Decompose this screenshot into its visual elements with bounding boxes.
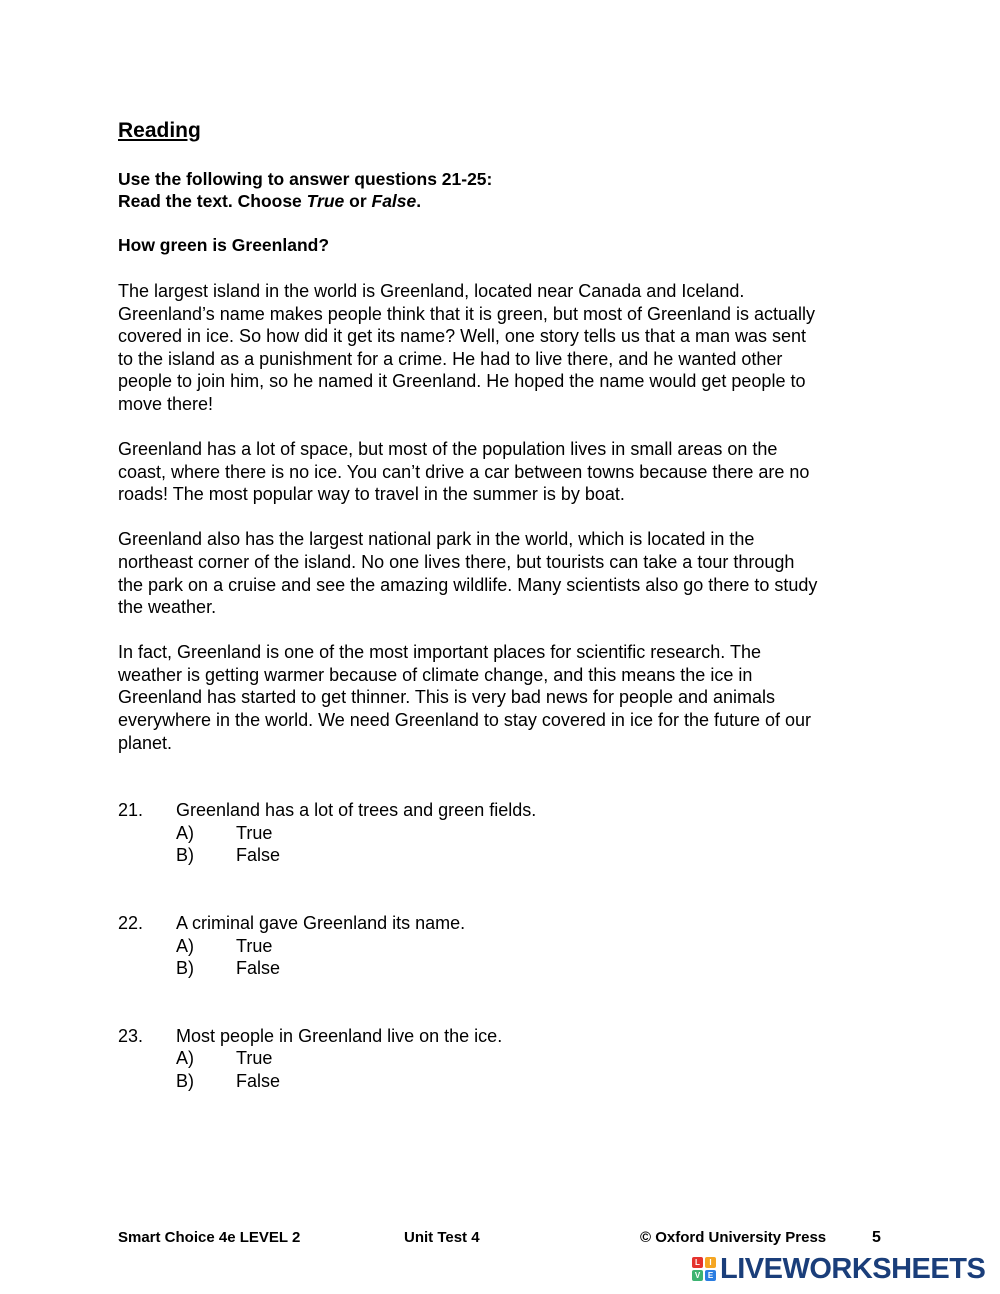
logo-tile: I [705,1257,716,1268]
true-word: True [306,191,345,211]
paragraph-line: northeast corner of the island. No one lives there, but tourists can take a tour through [118,551,795,572]
answer-option-false[interactable] [118,1070,888,1093]
paragraph-line: the park on a cruise and see the amazing wildlife. Many scientists also go there to study [118,574,818,595]
or-word: or [344,191,372,211]
paragraph-line: Greenland also has the largest national park in the world, which is located in the [118,529,755,550]
liveworksheets-watermark [692,1254,985,1284]
option-text: True [236,1048,273,1069]
question-item [118,799,888,867]
paragraph-line: move there! [118,393,214,414]
footer-unit: Unit Test 4 [404,1229,480,1246]
option-text: True [236,822,273,843]
story-paragraph [118,280,888,416]
answer-option-true[interactable] [118,935,888,958]
paragraph-line: The largest island in the world is Greenland, located near Canada and Iceland. [118,281,745,301]
question-list [118,799,888,1092]
question-row [118,1025,888,1048]
question-text: Greenland has a lot of trees and green fields. [176,800,537,821]
option-text: False [236,958,281,979]
paragraph-line: the weather. [118,597,217,618]
question-item [118,1025,888,1093]
option-text: False [236,845,281,866]
paragraph-line: Greenland’s name makes people think that it is green, but most of Greenland is actually [118,303,816,324]
footer-copyright: © Oxford University Press [640,1229,827,1246]
story-title: How green is Greenland? [118,235,330,255]
paragraph-line: Greenland has started to get thinner. This is very bad news for people and animals [118,687,776,708]
instructions-period: . [416,191,422,211]
paragraph-line: planet. [118,732,173,753]
logo-tile: V [692,1270,703,1281]
question-text: Most people in Greenland live on the ice. [176,1025,503,1046]
option-text: True [236,935,273,956]
footer-page-number: 5 [872,1229,881,1246]
paragraph-line: to the island as a punishment for a crime. He had to live there, and he wanted other [118,348,783,369]
option-text: False [236,1070,281,1091]
instructions [118,168,888,212]
paragraph-line: Greenland has a lot of space, but most of the population lives in small areas on the [118,439,778,460]
story-text [118,280,888,754]
question-text: A criminal gave Greenland its name. [176,912,466,933]
instructions-line-1: Use the following to answer questions 21-25: [118,169,493,189]
story-paragraph [118,641,888,754]
question-number: 22. [118,912,144,933]
story-paragraph [118,438,888,506]
option-letter: A) [176,822,194,843]
paragraph-line: covered in ice. So how did it get its name? Well, one story tells us that a man was sent [118,326,807,347]
paragraph-line: In fact, Greenland is one of the most important places for scientific research. The [118,642,761,663]
question-row [118,799,888,822]
answer-option-false[interactable] [118,957,888,980]
footer-level: Smart Choice 4e LEVEL 2 [118,1229,301,1246]
answer-option-false[interactable] [118,844,888,867]
page-footer [118,1229,888,1251]
worksheet-page [118,118,888,1093]
option-letter: B) [176,845,194,866]
question-number: 23. [118,1025,144,1046]
paragraph-line: people to join him, so he named it Greenland. He hoped the name would get people to [118,371,806,392]
instructions-line-2 [118,190,888,212]
question-item [118,912,888,980]
story-paragraph [118,528,888,618]
option-letter: B) [176,1070,194,1091]
option-letter: A) [176,1048,194,1069]
option-letter: A) [176,935,194,956]
liveworksheets-logo-icon [692,1257,716,1281]
question-number: 21. [118,800,144,821]
logo-tile: E [705,1270,716,1281]
paragraph-line: weather is getting warmer because of climate change, and this means the ice in [118,664,753,685]
paragraph-line: coast, where there is no ice. You can’t drive a car between towns because there are no [118,461,810,482]
logo-tile: L [692,1257,703,1268]
answer-option-true[interactable] [118,822,888,845]
watermark-text: LIVEWORKSHEETS [720,1253,986,1285]
false-word: False [371,191,417,211]
answer-option-true[interactable] [118,1047,888,1070]
option-letter: B) [176,958,194,979]
instructions-prefix: Read the text. Choose [118,191,307,211]
paragraph-line: roads! The most popular way to travel in the summer is by boat. [118,484,625,505]
section-title: Reading [118,119,201,142]
question-row [118,912,888,935]
paragraph-line: everywhere in the world. We need Greenland to stay covered in ice for the future of our [118,710,812,730]
